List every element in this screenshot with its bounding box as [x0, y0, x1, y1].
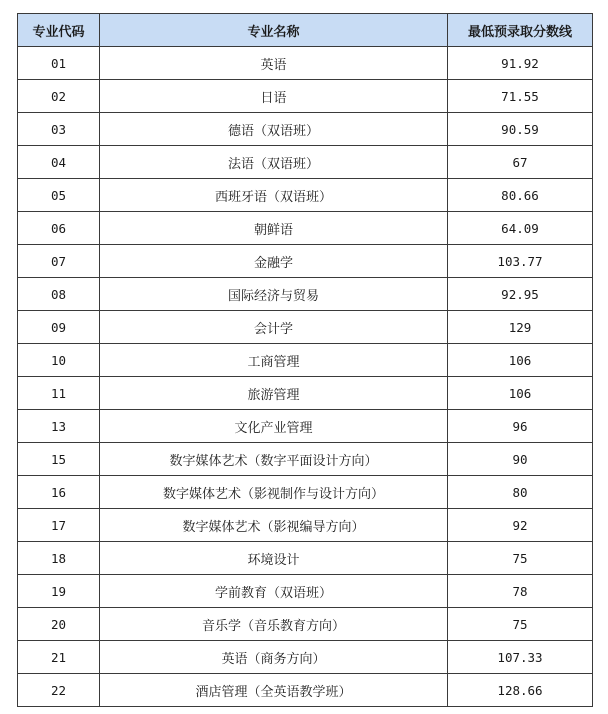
header-min-score: 最低预录取分数线 [448, 14, 593, 47]
cell-major-code: 02 [18, 80, 100, 113]
table-row [18, 278, 593, 311]
cell-major-name: 数字媒体艺术（影视编导方向） [100, 509, 448, 542]
cell-major-code: 16 [18, 476, 100, 509]
cell-min-score: 128.66 [448, 674, 593, 707]
table-row [18, 608, 593, 641]
table-row [18, 410, 593, 443]
cell-min-score: 129 [448, 311, 593, 344]
cell-major-code: 01 [18, 47, 100, 80]
cell-major-code: 19 [18, 575, 100, 608]
table-row [18, 212, 593, 245]
cell-major-name: 法语（双语班） [100, 146, 448, 179]
cell-major-code: 09 [18, 311, 100, 344]
cell-major-name: 音乐学（音乐教育方向） [100, 608, 448, 641]
table-row [18, 146, 593, 179]
table-row [18, 113, 593, 146]
cell-major-name: 西班牙语（双语班） [100, 179, 448, 212]
cell-major-name: 国际经济与贸易 [100, 278, 448, 311]
cell-min-score: 75 [448, 542, 593, 575]
cell-major-code: 05 [18, 179, 100, 212]
cell-min-score: 107.33 [448, 641, 593, 674]
table-row [18, 641, 593, 674]
cell-min-score: 78 [448, 575, 593, 608]
cell-min-score: 80.66 [448, 179, 593, 212]
table-row [18, 245, 593, 278]
table-row [18, 542, 593, 575]
table-row [18, 575, 593, 608]
cell-major-name: 英语（商务方向） [100, 641, 448, 674]
cell-major-code: 15 [18, 443, 100, 476]
cell-min-score: 103.77 [448, 245, 593, 278]
cell-major-name: 环境设计 [100, 542, 448, 575]
table-row [18, 476, 593, 509]
cell-min-score: 106 [448, 344, 593, 377]
cell-major-code: 11 [18, 377, 100, 410]
cell-min-score: 67 [448, 146, 593, 179]
cell-major-name: 日语 [100, 80, 448, 113]
cell-min-score: 71.55 [448, 80, 593, 113]
cell-major-name: 酒店管理（全英语教学班） [100, 674, 448, 707]
table-row [18, 47, 593, 80]
cell-major-name: 工商管理 [100, 344, 448, 377]
table-row [18, 377, 593, 410]
cell-min-score: 92 [448, 509, 593, 542]
cell-major-code: 08 [18, 278, 100, 311]
table-header [18, 14, 593, 47]
cell-major-code: 10 [18, 344, 100, 377]
cell-major-code: 03 [18, 113, 100, 146]
cell-major-name: 旅游管理 [100, 377, 448, 410]
cell-major-name: 德语（双语班） [100, 113, 448, 146]
cell-major-name: 数字媒体艺术（数字平面设计方向） [100, 443, 448, 476]
cell-min-score: 96 [448, 410, 593, 443]
cell-min-score: 64.09 [448, 212, 593, 245]
cell-min-score: 106 [448, 377, 593, 410]
cell-major-code: 18 [18, 542, 100, 575]
table-body [18, 47, 593, 707]
table-row [18, 674, 593, 707]
cell-major-code: 06 [18, 212, 100, 245]
cell-major-name: 英语 [100, 47, 448, 80]
admission-score-table [17, 13, 593, 707]
table-row [18, 443, 593, 476]
cell-major-code: 17 [18, 509, 100, 542]
cell-major-name: 朝鲜语 [100, 212, 448, 245]
cell-major-name: 数字媒体艺术（影视制作与设计方向） [100, 476, 448, 509]
cell-min-score: 91.92 [448, 47, 593, 80]
header-row [18, 14, 593, 47]
cell-min-score: 80 [448, 476, 593, 509]
cell-major-code: 20 [18, 608, 100, 641]
table-row [18, 179, 593, 212]
cell-major-code: 07 [18, 245, 100, 278]
cell-min-score: 75 [448, 608, 593, 641]
cell-major-code: 13 [18, 410, 100, 443]
header-major-name: 专业名称 [100, 14, 448, 47]
cell-major-name: 金融学 [100, 245, 448, 278]
header-major-code: 专业代码 [18, 14, 100, 47]
cell-major-name: 学前教育（双语班） [100, 575, 448, 608]
cell-major-name: 文化产业管理 [100, 410, 448, 443]
table-row [18, 509, 593, 542]
table-row [18, 80, 593, 113]
table-row [18, 344, 593, 377]
cell-major-code: 04 [18, 146, 100, 179]
cell-major-code: 22 [18, 674, 100, 707]
cell-min-score: 92.95 [448, 278, 593, 311]
cell-major-code: 21 [18, 641, 100, 674]
cell-major-name: 会计学 [100, 311, 448, 344]
cell-min-score: 90.59 [448, 113, 593, 146]
admission-score-table-container [17, 13, 592, 707]
cell-min-score: 90 [448, 443, 593, 476]
table-row [18, 311, 593, 344]
